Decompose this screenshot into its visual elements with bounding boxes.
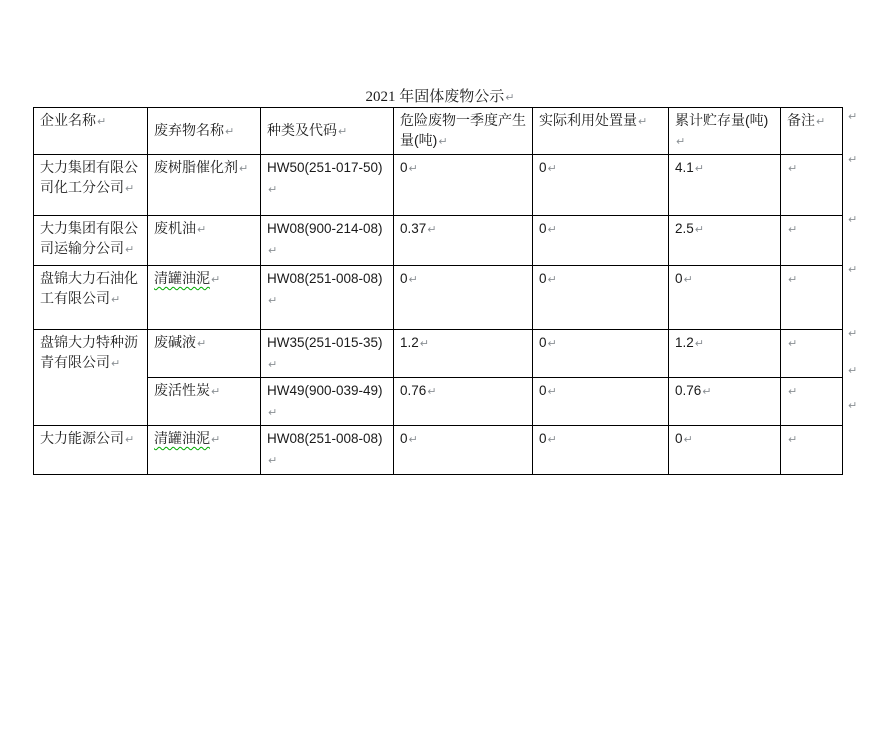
table-row (34, 216, 843, 266)
cell-disposed: 0↵ (533, 330, 669, 378)
paragraph-mark-icon: ↵ (694, 223, 704, 236)
paragraph-mark-icon: ↵ (268, 183, 278, 196)
row-end-mark-icon: ↵ (848, 213, 858, 226)
document-title-text: 2021 年固体废物公示 (365, 89, 505, 105)
paragraph-mark-icon: ↵ (268, 244, 278, 257)
paragraph-mark-icon: ↵ (111, 357, 121, 370)
row-end-mark-icon: ↵ (848, 364, 858, 377)
paragraph-mark-icon: ↵ (125, 243, 135, 256)
paragraph-mark-icon: ↵ (427, 385, 437, 398)
header-cumulative: 累计贮存量(吨)↵ (669, 108, 781, 155)
cell-cumulative: 0.76↵ (669, 378, 781, 426)
cell-company: 盘锦大力石油化工有限公司↵ (34, 266, 148, 330)
paragraph-mark-icon: ↵ (788, 273, 798, 286)
paragraph-mark-icon: ↵ (547, 273, 557, 286)
paragraph-mark-icon: ↵ (683, 433, 693, 446)
cell-type-code: HW35(251-015-35)↵ (261, 330, 394, 378)
cell-cumulative: 0↵ (669, 266, 781, 330)
row-end-mark-icon: ↵ (848, 110, 858, 123)
paragraph-mark-icon: ↵ (788, 385, 798, 398)
spellcheck-underlined-text: 清罐油泥 (154, 430, 210, 446)
cell-waste-name: 废树脂催化剂↵ (148, 155, 261, 216)
row-end-mark-icon: ↵ (848, 399, 858, 412)
cell-disposed: 0↵ (533, 426, 669, 475)
cell-cumulative: 4.1↵ (669, 155, 781, 216)
paragraph-mark-icon: ↵ (676, 135, 686, 148)
paragraph-mark-icon: ↵ (211, 273, 221, 286)
cell-q1-output: 0.76↵ (394, 378, 533, 426)
header-remark: 备注↵ (781, 108, 843, 155)
paragraph-mark-icon: ↵ (547, 223, 557, 236)
paragraph-mark-icon: ↵ (408, 273, 418, 286)
paragraph-mark-icon: ↵ (211, 385, 221, 398)
paragraph-mark-icon: ↵ (816, 115, 826, 128)
table-row (34, 155, 843, 216)
paragraph-mark-icon: ↵ (547, 433, 557, 446)
cell-type-code: HW08(900-214-08)↵ (261, 216, 394, 266)
cell-waste-name: 废机油↵ (148, 216, 261, 266)
table-row (34, 266, 843, 330)
solid-waste-table (33, 107, 843, 475)
cell-remark (781, 266, 843, 330)
cell-remark (781, 216, 843, 266)
spellcheck-underlined-text: 清罐油泥 (154, 270, 210, 286)
paragraph-mark-icon: ↵ (788, 433, 798, 446)
paragraph-mark-icon: ↵ (268, 406, 278, 419)
paragraph-mark-icon: ↵ (702, 385, 712, 398)
cell-cumulative: 0↵ (669, 426, 781, 475)
paragraph-mark-icon: ↵ (408, 433, 418, 446)
header-type-code: 种类及代码↵ (261, 108, 394, 155)
table-row (34, 426, 843, 475)
cell-q1-output: 0↵ (394, 155, 533, 216)
cell-disposed: 0↵ (533, 378, 669, 426)
cell-q1-output: 0↵ (394, 426, 533, 475)
cell-type-code: HW08(251-008-08)↵ (261, 266, 394, 330)
document-title (0, 88, 880, 107)
table-row (34, 378, 843, 426)
paragraph-mark-icon: ↵ (197, 223, 207, 236)
cell-remark (781, 378, 843, 426)
paragraph-mark-icon: ↵ (547, 337, 557, 350)
cell-company: 大力集团有限公司运输分公司↵ (34, 216, 148, 266)
cell-company: 大力能源公司↵ (34, 426, 148, 475)
cell-waste-name: 废碱液↵ (148, 330, 261, 378)
paragraph-mark-icon: ↵ (408, 162, 418, 175)
paragraph-mark-icon: ↵ (125, 433, 135, 446)
cell-type-code: HW50(251-017-50)↵ (261, 155, 394, 216)
cell-remark (781, 426, 843, 475)
cell-disposed: 0↵ (533, 266, 669, 330)
paragraph-mark-icon: ↵ (125, 182, 135, 195)
paragraph-mark-icon: ↵ (638, 115, 648, 128)
paragraph-mark-icon: ↵ (419, 337, 429, 350)
paragraph-mark-icon: ↵ (225, 125, 235, 138)
table-row (34, 330, 843, 378)
paragraph-mark-icon: ↵ (97, 115, 107, 128)
paragraph-mark-icon: ↵ (694, 162, 704, 175)
row-end-mark-icon: ↵ (848, 153, 858, 166)
paragraph-mark-icon: ↵ (438, 135, 448, 148)
header-q1-output: 危险废物一季度产生量(吨)↵ (394, 108, 533, 155)
header-waste-name: 废弃物名称↵ (148, 108, 261, 155)
paragraph-mark-icon: ↵ (211, 433, 221, 446)
cell-q1-output: 1.2↵ (394, 330, 533, 378)
cell-waste-name (148, 426, 261, 475)
paragraph-mark-icon: ↵ (239, 162, 249, 175)
paragraph-mark-icon: ↵ (427, 223, 437, 236)
paragraph-mark-icon: ↵ (268, 454, 278, 467)
paragraph-mark-icon: ↵ (197, 337, 207, 350)
cell-q1-output: 0↵ (394, 266, 533, 330)
paragraph-mark-icon: ↵ (788, 223, 798, 236)
paragraph-mark-icon: ↵ (788, 337, 798, 350)
cell-remark (781, 330, 843, 378)
header-disposed: 实际利用处置量↵ (533, 108, 669, 155)
cell-disposed: 0↵ (533, 155, 669, 216)
cell-disposed: 0↵ (533, 216, 669, 266)
cell-remark (781, 155, 843, 216)
cell-waste-name: 废活性炭↵ (148, 378, 261, 426)
cell-waste-name (148, 266, 261, 330)
cell-type-code: HW49(900-039-49)↵ (261, 378, 394, 426)
cell-cumulative: 2.5↵ (669, 216, 781, 266)
cell-q1-output: 0.37↵ (394, 216, 533, 266)
paragraph-mark-icon: ↵ (268, 294, 278, 307)
paragraph-mark-icon: ↵ (111, 293, 121, 306)
header-company: 企业名称↵ (34, 108, 148, 155)
row-end-mark-icon: ↵ (848, 327, 858, 340)
paragraph-mark-icon: ↵ (547, 162, 557, 175)
row-end-mark-icon: ↵ (848, 263, 858, 276)
paragraph-mark-icon: ↵ (694, 337, 704, 350)
cell-company: 大力集团有限公司化工分公司↵ (34, 155, 148, 216)
paragraph-mark-icon: ↵ (505, 91, 515, 104)
paragraph-mark-icon: ↵ (683, 273, 693, 286)
paragraph-mark-icon: ↵ (547, 385, 557, 398)
paragraph-mark-icon: ↵ (338, 125, 348, 138)
cell-type-code: HW08(251-008-08)↵ (261, 426, 394, 475)
cell-company-merged: 盘锦大力特种沥青有限公司↵ (34, 330, 148, 426)
paragraph-mark-icon: ↵ (788, 162, 798, 175)
paragraph-mark-icon: ↵ (268, 358, 278, 371)
cell-cumulative: 1.2↵ (669, 330, 781, 378)
table-header-row (34, 108, 843, 155)
